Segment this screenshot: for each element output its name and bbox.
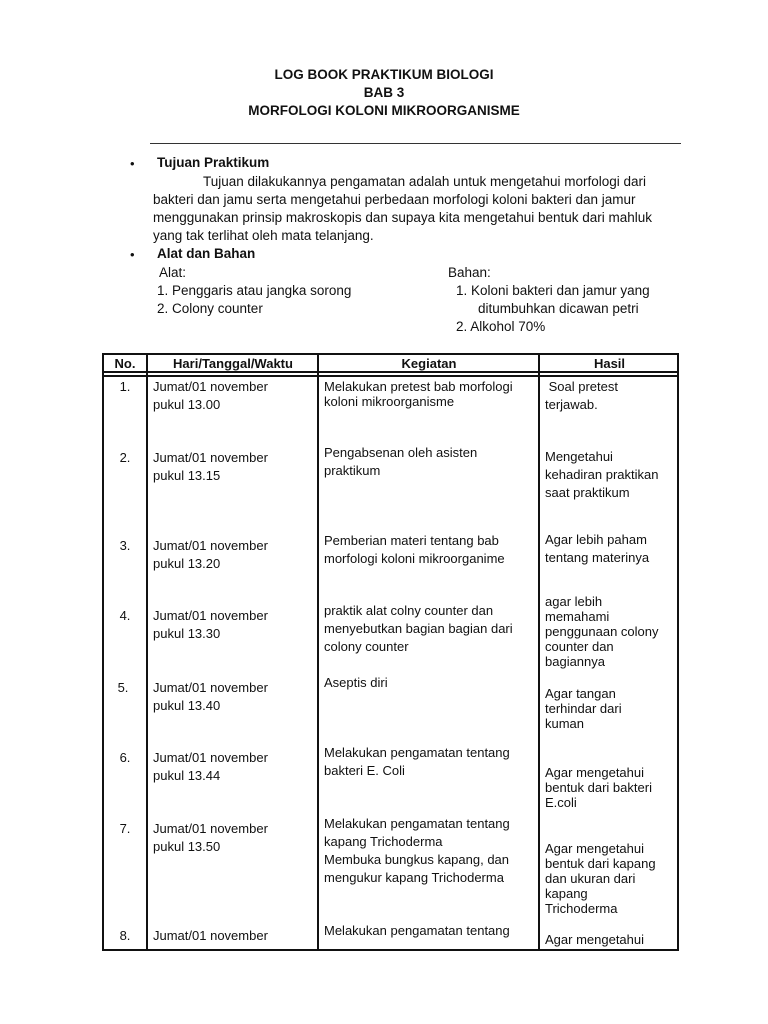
bahan-item: 1. Koloni bakteri dan jamur yang [456, 283, 650, 298]
table-cell-kegiatan: Melakukan pengamatan tentang bakteri E. Coli [324, 745, 510, 778]
table-cell-no: 3. [119, 538, 131, 553]
table-cell-kegiatan: Pemberian materi tentang bab morfologi koloni mikroorganime [324, 533, 505, 566]
table-cell-waktu: Jumat/01 november pukul 13.00 [153, 379, 268, 412]
table-cell-no: 6. [119, 750, 131, 765]
bullet-icon: • [130, 156, 135, 171]
table-cell-waktu: Jumat/01 november pukul 13.50 [153, 821, 268, 854]
tujuan-line-1: Tujuan dilakukannya pengamatan adalah untuk mengetahui morfologi dari [203, 174, 647, 189]
table-cell-hasil: Agar tangan terhindar dari kuman [545, 686, 622, 731]
table-cell-kegiatan: Melakukan pengamatan tentang [324, 923, 510, 938]
column-header-waktu: Hari/Tanggal/Waktu [173, 356, 293, 371]
table-cell-hasil: Agar lebih paham tentang materinya [545, 532, 650, 565]
table-cell-kegiatan: Melakukan pretest bab morfologi koloni mikroorganisme [324, 379, 513, 409]
bahan-item: 2. Alkohol 70% [456, 319, 546, 334]
table-cell-hasil: agar lebih memahami penggunaan colony counter dan bagiannya [545, 594, 659, 669]
column-rule [146, 353, 148, 951]
header-rule [102, 371, 679, 373]
table-cell-waktu: Jumat/01 november pukul 13.20 [153, 538, 268, 571]
header-rule [102, 375, 679, 377]
table-cell-no: 2. [119, 450, 131, 465]
tujuan-line-4: yang tak terlihat oleh mata telanjang. [153, 228, 374, 243]
bahan-item-continued: ditumbuhkan dicawan petri [478, 301, 639, 316]
table-cell-hasil: Mengetahui kehadiran praktikan saat praktikum [545, 449, 659, 500]
column-header-no: No. [114, 356, 136, 371]
alat-item: 1. Penggaris atau jangka sorong [157, 283, 352, 298]
chapter-title: MORFOLOGI KOLONI MIKROORGANISME [248, 103, 520, 118]
tujuan-line-2: bakteri dan jamu serta mengetahui perbedaan morfologi koloni bakteri dan jamur [153, 192, 636, 207]
chapter-label: BAB 3 [363, 85, 405, 100]
column-rule [317, 353, 319, 951]
table-cell-kegiatan: praktik alat colny counter dan menyebutkan bagian bagian dari colony counter [324, 603, 513, 654]
table-cell-hasil: Agar mengetahui bentuk dari kapang dan ukuran dari kapang Trichoderma [545, 841, 656, 916]
table-cell-waktu: Jumat/01 november pukul 13.30 [153, 608, 268, 641]
table-cell-waktu: Jumat/01 november pukul 13.44 [153, 750, 268, 783]
alat-bahan-heading: Alat dan Bahan [157, 246, 256, 261]
table-cell-no: 4. [119, 608, 131, 623]
table-cell-kegiatan: Aseptis diri [324, 675, 388, 690]
table-cell-hasil: Agar mengetahui [545, 932, 645, 947]
table-cell-waktu: Jumat/01 november pukul 13.40 [153, 680, 268, 713]
table-cell-no: 7. [119, 821, 131, 836]
bullet-icon: • [130, 247, 135, 262]
column-header-kegiatan: Kegiatan [401, 356, 457, 371]
table-cell-kegiatan: Melakukan pengamatan tentang kapang Trichoderma Membuka bungkus kapang, dan mengukur kapang Trichoderma [324, 816, 510, 885]
table-cell-waktu: Jumat/01 november pukul 13.15 [153, 450, 268, 483]
bahan-label: Bahan: [448, 265, 491, 280]
alat-item: 2. Colony counter [157, 301, 263, 316]
document-title: LOG BOOK PRAKTIKUM BIOLOGI [274, 67, 494, 82]
table-cell-hasil: Soal pretest terjawab. [545, 379, 618, 412]
column-rule [538, 353, 540, 951]
table-cell-kegiatan: Pengabsenan oleh asisten praktikum [324, 445, 478, 478]
column-header-hasil: Hasil [593, 356, 626, 371]
alat-label: Alat: [159, 265, 187, 280]
tujuan-line-3: menggunakan prinsip makroskopis dan supaya kita mengetahui bentuk dari mahluk [153, 210, 653, 225]
table-cell-waktu: Jumat/01 november [153, 928, 268, 943]
table-cell-no: 1. [119, 379, 131, 394]
table-cell-hasil: Agar mengetahui bentuk dari bakteri E.coli [545, 765, 652, 810]
tujuan-heading: Tujuan Praktikum [157, 155, 270, 170]
table-cell-no: 8. [119, 928, 131, 943]
table-cell-no: 5. [117, 680, 129, 695]
title-divider [150, 143, 681, 144]
